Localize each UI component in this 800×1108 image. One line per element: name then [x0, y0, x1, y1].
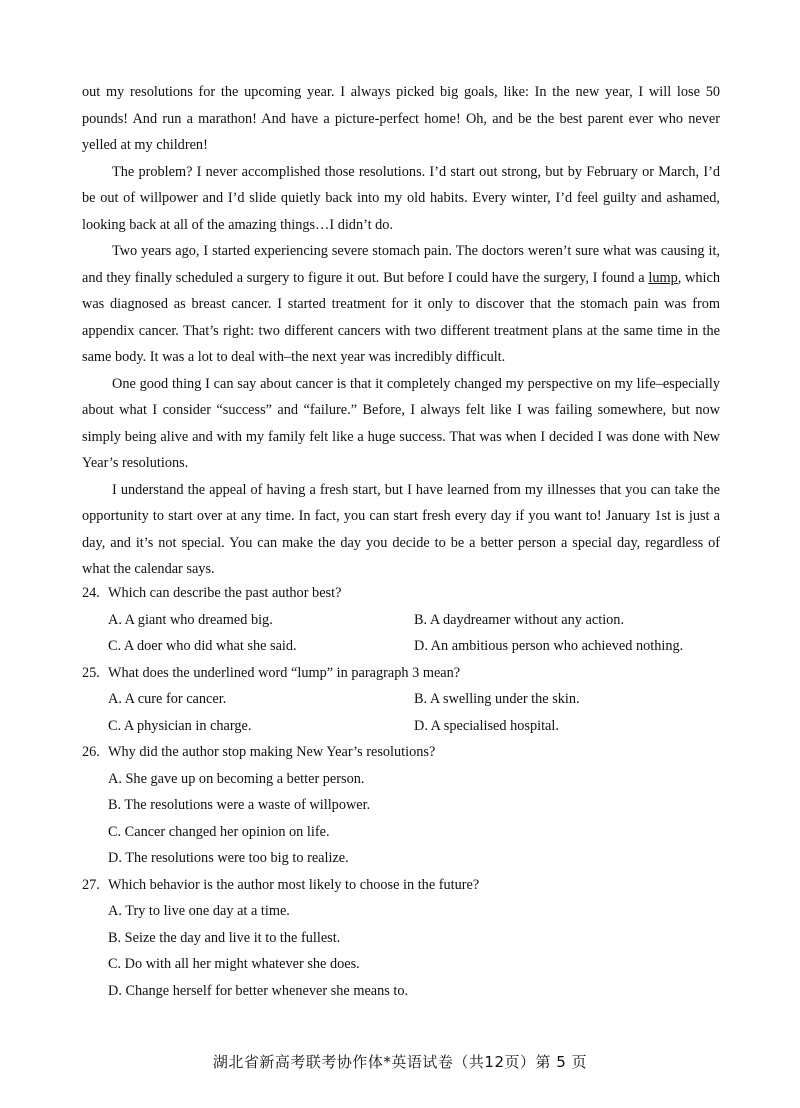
option-d: D. The resolutions were too big to realize.: [108, 850, 349, 866]
paragraph-3: [82, 238, 720, 371]
paragraph-3-text-after: , which was diagnosed as breast cancer. I started treatment for it only to discover that the stomach pain was from appendix cancer. That’s right: two different cancers with two different treatment plans at the same time in the same body. It was a lot to deal with–the next year was incredibly difficult.: [82, 269, 721, 365]
option-b: B. A daydreamer without any action.: [414, 611, 625, 628]
option-c: C. Cancer changed her opinion on life.: [108, 823, 330, 840]
question-stem: Which behavior is the author most likely to choose in the future?: [108, 876, 480, 893]
paragraph-5: I understand the appeal of having a fresh start, but I have learned from my illnesses that you can take the opportunity to start over at any time. In fact, you can start fresh every day if you want to! January 1st is just a day, and it’s not special. You can make the day you decide to be a better person a special day, regardless of what the calendar says.: [82, 481, 720, 577]
question-stem: Why did the author stop making New Year’s resolutions?: [108, 744, 436, 760]
question-number: 26.: [82, 744, 100, 760]
underlined-word-lump: lump: [648, 269, 678, 286]
question-27: [82, 872, 732, 1005]
page-footer: 湖北省新高考联考协作体*英语试卷（共12页）第 5 页: [212, 1053, 588, 1071]
paragraph-1: out my resolutions for the upcoming year. I always picked big goals, like: In the new year, I will lose 50 pounds! And run a marathon! And have a picture-perfect home! Oh, and be the best parent ever who never yelled at my children!: [82, 84, 720, 153]
option-b: B. Seize the day and live it to the fullest.: [108, 929, 341, 946]
paragraph-4: One good thing I can say about cancer is that it completely changed my perspective on my life–especially about what I consider “success” and “failure.” Before, I always felt like I was failing somewhere, but now simply being alive and with my family felt like a huge success. That was when I decided I was done with New Year’s resolutions.: [82, 375, 720, 471]
question-list: [82, 580, 732, 1004]
option-a: A. A cure for cancer.: [108, 691, 227, 707]
reading-passage: [82, 79, 720, 583]
option-d: D. A specialised hospital.: [414, 717, 559, 734]
question-25: [82, 660, 732, 740]
question-24: [82, 580, 732, 660]
question-number: 27.: [82, 876, 100, 893]
option-b: B. A swelling under the skin.: [414, 691, 580, 707]
option-b: B. The resolutions were a waste of willpower.: [108, 797, 371, 813]
question-stem: What does the underlined word “lump” in paragraph 3 mean?: [108, 664, 461, 681]
option-c: C. A doer who did what she said.: [108, 638, 297, 654]
question-number: 24.: [82, 585, 100, 601]
paragraph-3-text-before: Two years ago, I started experiencing severe stomach pain. The doctors weren’t sure what was causing it, and they finally scheduled a surgery to figure it out. But before I could have the surgery, I found a: [82, 243, 720, 286]
question-stem: Which can describe the past author best?: [108, 585, 342, 601]
question-number: 25.: [82, 664, 100, 681]
paragraph-2: The problem? I never accomplished those resolutions. I’d start out strong, but by February or March, I’d be out of willpower and I’d slide quietly back into my old habits. Every winter, I’d feel guilty and ashamed, looking back at all of the amazing things…I didn’t do.: [82, 163, 720, 233]
option-c: C. Do with all her might whatever she does.: [108, 956, 360, 972]
option-d: D. An ambitious person who achieved nothing.: [414, 638, 684, 654]
question-26: [82, 739, 732, 872]
option-d: D. Change herself for better whenever she means to.: [108, 982, 409, 999]
option-c: C. A physician in charge.: [108, 717, 252, 734]
option-a: A. A giant who dreamed big.: [108, 611, 273, 628]
option-a: A. Try to live one day at a time.: [108, 903, 290, 919]
option-a: A. She gave up on becoming a better person.: [108, 770, 365, 787]
